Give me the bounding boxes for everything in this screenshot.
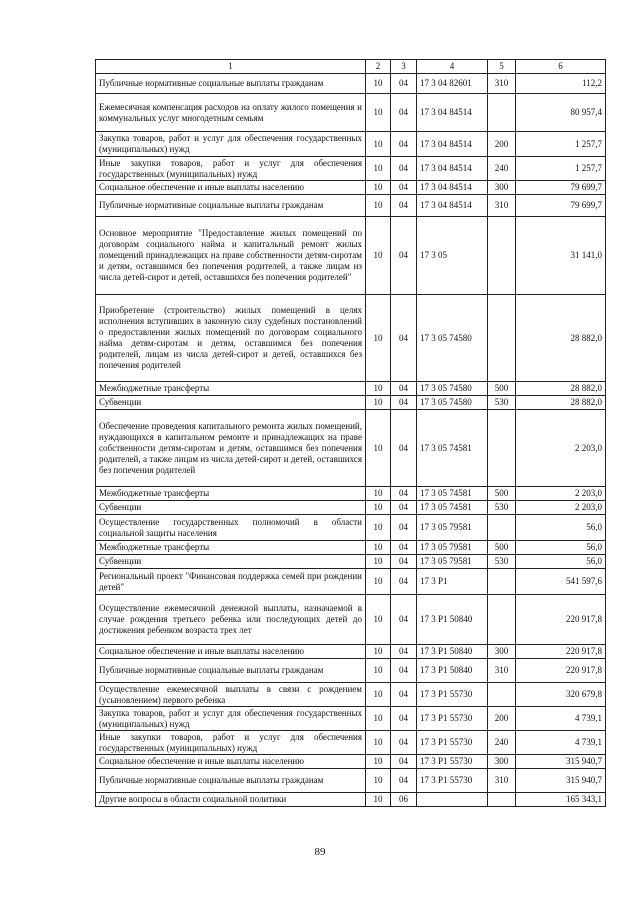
row-name: Другие вопросы в области социальной политики: [96, 793, 366, 807]
row-section: 10: [366, 487, 391, 501]
row-name: Межбюджетные трансферты: [96, 487, 366, 501]
row-amount: 2 203,0: [516, 487, 606, 501]
row-expense-type: [488, 94, 516, 132]
header-col-name: 1: [96, 60, 366, 74]
row-target-code: 17 3 P1 50840: [417, 659, 488, 683]
row-target-code: 17 3 P1: [417, 569, 488, 595]
row-expense-type: [488, 295, 516, 382]
table-row: [96, 157, 606, 181]
table-row: [96, 217, 606, 295]
row-expense-type: 300: [488, 181, 516, 195]
row-amount: 79 699,7: [516, 195, 606, 217]
table-row: [96, 793, 606, 807]
row-expense-type: [488, 515, 516, 541]
table-row: [96, 707, 606, 731]
page-number: 89: [314, 846, 326, 858]
row-section: 10: [366, 396, 391, 410]
row-target-code: 17 3 05 74580: [417, 295, 488, 382]
row-amount: 2 203,0: [516, 501, 606, 515]
row-amount: 1 257,7: [516, 132, 606, 157]
row-amount: 112,2: [516, 74, 606, 94]
table-row: [96, 74, 606, 94]
row-subsection: 04: [391, 707, 417, 731]
row-section: 10: [366, 569, 391, 595]
row-expense-type: 310: [488, 74, 516, 94]
row-amount: 220 917,8: [516, 645, 606, 659]
row-expense-type: 500: [488, 541, 516, 555]
table-row: [96, 410, 606, 487]
row-expense-type: 500: [488, 487, 516, 501]
row-section: 10: [366, 541, 391, 555]
row-target-code: 17 3 04 84514: [417, 181, 488, 195]
row-target-code: 17 3 P1 55730: [417, 683, 488, 707]
row-amount: 1 257,7: [516, 157, 606, 181]
row-subsection: 04: [391, 217, 417, 295]
row-subsection: 04: [391, 195, 417, 217]
row-amount: 220 917,8: [516, 659, 606, 683]
row-subsection: 04: [391, 555, 417, 569]
row-expense-type: 310: [488, 195, 516, 217]
row-section: 10: [366, 410, 391, 487]
row-amount: 31 141,0: [516, 217, 606, 295]
row-subsection: 06: [391, 793, 417, 807]
row-name: Социальное обеспечение и иные выплаты населению: [96, 181, 366, 195]
row-subsection: 04: [391, 515, 417, 541]
row-target-code: 17 3 05 79581: [417, 541, 488, 555]
budget-table: [95, 59, 606, 807]
row-target-code: 17 3 P1 55730: [417, 769, 488, 793]
row-section: 10: [366, 181, 391, 195]
table-row: [96, 94, 606, 132]
row-amount: 4 739,1: [516, 731, 606, 755]
header-col-expense-type: 5: [488, 60, 516, 74]
row-subsection: 04: [391, 487, 417, 501]
row-subsection: 04: [391, 755, 417, 769]
row-name: Обеспечение проведения капитального ремонта жилых помещений, нуждающихся в капитальном ремонте и принадлежащих на праве собственности детям-сиротам и детям, оставшимся без попечения родителей, а также лицам из числа детей-сирот и детей, оставшихся без попечения родителей: [96, 410, 366, 487]
row-expense-type: 200: [488, 132, 516, 157]
header-col-target-code: 4: [417, 60, 488, 74]
table-row: [96, 755, 606, 769]
row-amount: 80 957,4: [516, 94, 606, 132]
row-expense-type: [488, 595, 516, 645]
row-amount: 28 882,0: [516, 295, 606, 382]
row-name: Субвенции: [96, 396, 366, 410]
row-target-code: 17 3 05 74580: [417, 396, 488, 410]
row-section: 10: [366, 645, 391, 659]
table-row: [96, 659, 606, 683]
table-row: [96, 683, 606, 707]
row-target-code: 17 3 05 79581: [417, 555, 488, 569]
row-amount: 2 203,0: [516, 410, 606, 487]
table-row: [96, 396, 606, 410]
row-target-code: [417, 793, 488, 807]
row-expense-type: 530: [488, 501, 516, 515]
row-name: Публичные нормативные социальные выплаты гражданам: [96, 769, 366, 793]
row-section: 10: [366, 683, 391, 707]
row-name: Закупка товаров, работ и услуг для обеспечения государственных (муниципальных) нужд: [96, 707, 366, 731]
row-expense-type: 300: [488, 755, 516, 769]
table-row: [96, 382, 606, 396]
row-amount: 79 699,7: [516, 181, 606, 195]
row-name: Осуществление государственных полномочий в области социальной защиты населения: [96, 515, 366, 541]
row-subsection: 04: [391, 295, 417, 382]
table-body: [96, 74, 606, 807]
row-section: 10: [366, 659, 391, 683]
header-col-amount: 6: [516, 60, 606, 74]
row-subsection: 04: [391, 501, 417, 515]
row-target-code: 17 3 04 82601: [417, 74, 488, 94]
row-section: 10: [366, 707, 391, 731]
row-section: 10: [366, 217, 391, 295]
row-name: Приобретение (строительство) жилых помещений в целях исполнения вступивших в законную силу судебных постановлений о предоставлении жилых помещений по договорам социального найма детям-сиротам и детям, оставшимся без попечения родителей, лицам из числа детей-сирот и детей, оставшихся без попечения родителей: [96, 295, 366, 382]
row-subsection: 04: [391, 396, 417, 410]
row-subsection: 04: [391, 181, 417, 195]
row-name: Социальное обеспечение и иные выплаты населению: [96, 755, 366, 769]
row-expense-type: [488, 793, 516, 807]
row-section: 10: [366, 755, 391, 769]
header-row: [96, 60, 606, 74]
row-name: Региональный проект "Финансовая поддержка семей при рождении детей": [96, 569, 366, 595]
table-row: [96, 501, 606, 515]
table-row: [96, 515, 606, 541]
row-amount: 165 343,1: [516, 793, 606, 807]
row-target-code: 17 3 04 84514: [417, 195, 488, 217]
row-section: 10: [366, 595, 391, 645]
row-target-code: 17 3 P1 55730: [417, 707, 488, 731]
table-row: [96, 487, 606, 501]
row-expense-type: 500: [488, 382, 516, 396]
row-name: Публичные нормативные социальные выплаты гражданам: [96, 195, 366, 217]
table-row: [96, 645, 606, 659]
row-section: 10: [366, 94, 391, 132]
row-target-code: 17 3 04 84514: [417, 94, 488, 132]
row-subsection: 04: [391, 157, 417, 181]
row-amount: 56,0: [516, 541, 606, 555]
table-row: [96, 555, 606, 569]
row-amount: 320 679,8: [516, 683, 606, 707]
header-col-section: 2: [366, 60, 391, 74]
row-subsection: 04: [391, 659, 417, 683]
row-amount: 56,0: [516, 515, 606, 541]
row-name: Ежемесячная компенсация расходов на оплату жилого помещения и коммунальных услуг многодетным семьям: [96, 94, 366, 132]
row-name: Субвенции: [96, 501, 366, 515]
row-expense-type: 300: [488, 645, 516, 659]
row-target-code: 17 3 P1 50840: [417, 645, 488, 659]
row-section: 10: [366, 195, 391, 217]
row-name: Публичные нормативные социальные выплаты гражданам: [96, 659, 366, 683]
row-name: Субвенции: [96, 555, 366, 569]
row-subsection: 04: [391, 769, 417, 793]
row-subsection: 04: [391, 683, 417, 707]
row-subsection: 04: [391, 410, 417, 487]
row-section: 10: [366, 731, 391, 755]
row-section: 10: [366, 769, 391, 793]
row-section: 10: [366, 515, 391, 541]
row-target-code: 17 3 05 74581: [417, 487, 488, 501]
row-amount: 28 882,0: [516, 382, 606, 396]
row-target-code: 17 3 05: [417, 217, 488, 295]
row-expense-type: [488, 683, 516, 707]
row-expense-type: 200: [488, 707, 516, 731]
table-row: [96, 132, 606, 157]
table-row: [96, 769, 606, 793]
row-target-code: 17 3 P1 50840: [417, 595, 488, 645]
row-target-code: 17 3 04 84514: [417, 132, 488, 157]
row-name: Закупка товаров, работ и услуг для обеспечения государственных (муниципальных) нужд: [96, 132, 366, 157]
row-amount: 56,0: [516, 555, 606, 569]
row-subsection: 04: [391, 595, 417, 645]
row-target-code: 17 3 05 74581: [417, 410, 488, 487]
row-target-code: 17 3 05 74580: [417, 382, 488, 396]
row-section: 10: [366, 74, 391, 94]
row-expense-type: 240: [488, 157, 516, 181]
row-target-code: 17 3 05 79581: [417, 515, 488, 541]
table-row: [96, 195, 606, 217]
row-subsection: 04: [391, 74, 417, 94]
row-target-code: 17 3 05 74581: [417, 501, 488, 515]
row-subsection: 04: [391, 569, 417, 595]
table-row: [96, 541, 606, 555]
row-expense-type: [488, 217, 516, 295]
row-amount: 541 597,6: [516, 569, 606, 595]
row-section: 10: [366, 132, 391, 157]
row-subsection: 04: [391, 132, 417, 157]
table-row: [96, 731, 606, 755]
row-name: Осуществление ежемесячной денежной выплаты, назначаемой в случае рождения третьего ребенка или последующих детей до достижения ребенком возраста трех лет: [96, 595, 366, 645]
row-amount: 4 739,1: [516, 707, 606, 731]
row-name: Публичные нормативные социальные выплаты гражданам: [96, 74, 366, 94]
row-section: 10: [366, 793, 391, 807]
row-name: Осуществление ежемесячной выплаты в связи с рождением (усыновлением) первого ребенка: [96, 683, 366, 707]
row-amount: 28 882,0: [516, 396, 606, 410]
row-section: 10: [366, 157, 391, 181]
row-subsection: 04: [391, 382, 417, 396]
row-amount: 220 917,8: [516, 595, 606, 645]
row-section: 10: [366, 295, 391, 382]
row-name: Межбюджетные трансферты: [96, 382, 366, 396]
row-amount: 315 940,7: [516, 769, 606, 793]
row-name: Иные закупки товаров, работ и услуг для обеспечения государственных (муниципальных) нужд: [96, 731, 366, 755]
row-subsection: 04: [391, 94, 417, 132]
table-row: [96, 595, 606, 645]
row-target-code: 17 3 04 84514: [417, 157, 488, 181]
row-section: 10: [366, 382, 391, 396]
row-expense-type: 530: [488, 396, 516, 410]
row-section: 10: [366, 501, 391, 515]
row-expense-type: 240: [488, 731, 516, 755]
row-section: 10: [366, 555, 391, 569]
table-row: [96, 181, 606, 195]
row-expense-type: [488, 410, 516, 487]
row-expense-type: [488, 569, 516, 595]
row-target-code: 17 3 P1 55730: [417, 755, 488, 769]
row-subsection: 04: [391, 541, 417, 555]
row-target-code: 17 3 P1 55730: [417, 731, 488, 755]
row-subsection: 04: [391, 645, 417, 659]
row-name: Основное мероприятие "Предоставление жилых помещений по договорам социального найма и капитальный ремонт жилых помещений принадлежащих на праве собственности детям-сиротам и детям, оставшимся без попечения родителей, а также лицам из числа детей-сирот и детей, оставшихся без попечения родителей": [96, 217, 366, 295]
row-expense-type: 310: [488, 769, 516, 793]
table-row: [96, 295, 606, 382]
row-expense-type: 530: [488, 555, 516, 569]
row-expense-type: 310: [488, 659, 516, 683]
row-name: Иные закупки товаров, работ и услуг для обеспечения государственных (муниципальных) нужд: [96, 157, 366, 181]
row-name: Социальное обеспечение и иные выплаты населению: [96, 645, 366, 659]
header-col-subsection: 3: [391, 60, 417, 74]
table-row: [96, 569, 606, 595]
row-subsection: 04: [391, 731, 417, 755]
row-amount: 315 940,7: [516, 755, 606, 769]
row-name: Межбюджетные трансферты: [96, 541, 366, 555]
